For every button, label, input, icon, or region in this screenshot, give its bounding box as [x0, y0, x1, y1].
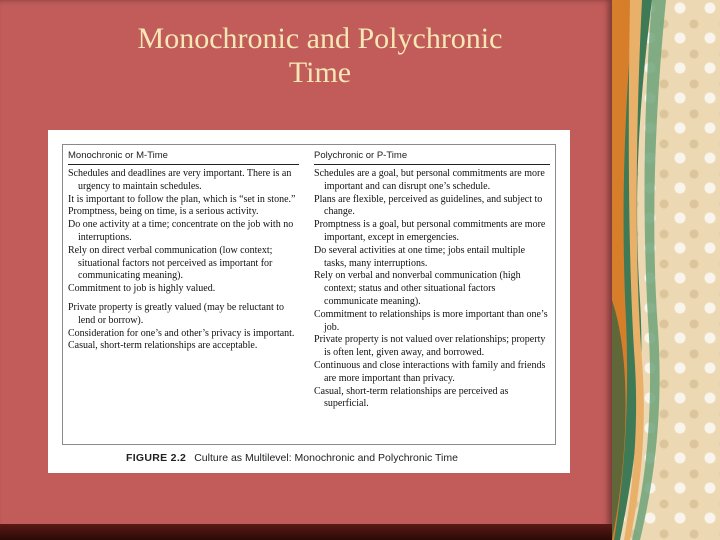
- list-item: Consideration for one’s and other’s privacy is important.: [68, 327, 295, 339]
- list-item: Schedules are a goal, but personal commitments are more important and can disrupt one’s schedule.: [314, 168, 545, 192]
- list-item: Do one activity at a time; concentrate on the job with no interruptions.: [68, 219, 294, 243]
- list-item: Continuous and close interactions with family and friends are more important than privacy.: [314, 359, 546, 384]
- polychronic-header: Polychronic or P-Time: [314, 149, 550, 165]
- polychronic-column: [309, 145, 555, 444]
- comparison-table: [62, 144, 556, 445]
- list-item: Promptness, being on time, is a serious activity.: [68, 206, 259, 218]
- list-item: Commitment to job is highly valued.: [68, 283, 216, 295]
- figure-caption: [126, 452, 566, 464]
- list-item: Private property is greatly valued (may be reluctant to lend or borrow).: [68, 301, 285, 326]
- figure-image: [48, 130, 570, 473]
- monochronic-header: Monochronic or M-Time: [68, 149, 299, 165]
- list-item: It is important to follow the plan, which is “set in stone.”: [68, 193, 296, 205]
- list-item: Commitment to relationships is more important than one’s job.: [314, 308, 548, 333]
- list-item: Rely on direct verbal communication (low context; situational factors not perceived as important for communicating meaning).: [68, 244, 273, 282]
- bottom-border: [0, 524, 612, 540]
- figure-caption-text: Culture as Multilevel: Monochronic and Polychronic Time: [194, 452, 458, 464]
- list-item: Do several activities at one time; jobs entail multiple tasks, many interruptions.: [314, 244, 526, 269]
- title-line-2: Time: [288, 56, 352, 89]
- list-item: Promptness is a goal, but personal commitments are more important, except in emergencies.: [314, 219, 546, 243]
- page-title: [30, 22, 610, 90]
- list-item: Casual, short-term relationships are perceived as superficial.: [314, 385, 509, 410]
- swoosh-decoration: [612, 0, 720, 540]
- decorative-side-panel: [612, 0, 720, 540]
- title-line-1: Monochronic and Polychronic: [137, 22, 503, 55]
- list-item: Private property is not valued over relationships; property is often lent, given away, and borrowed.: [314, 334, 546, 359]
- list-item: Schedules and deadlines are very important. There is an urgency to maintain schedules.: [68, 168, 292, 192]
- monochronic-column: [63, 145, 309, 444]
- list-item: Rely on verbal and nonverbal communication (high context; status and other situational factors communicate meaning).: [314, 270, 521, 307]
- list-item: Plans are flexible, perceived as guidelines, and subject to change.: [314, 193, 543, 218]
- list-item: Casual, short-term relationships are acceptable.: [68, 340, 258, 352]
- figure-label: FIGURE 2.2: [126, 452, 187, 464]
